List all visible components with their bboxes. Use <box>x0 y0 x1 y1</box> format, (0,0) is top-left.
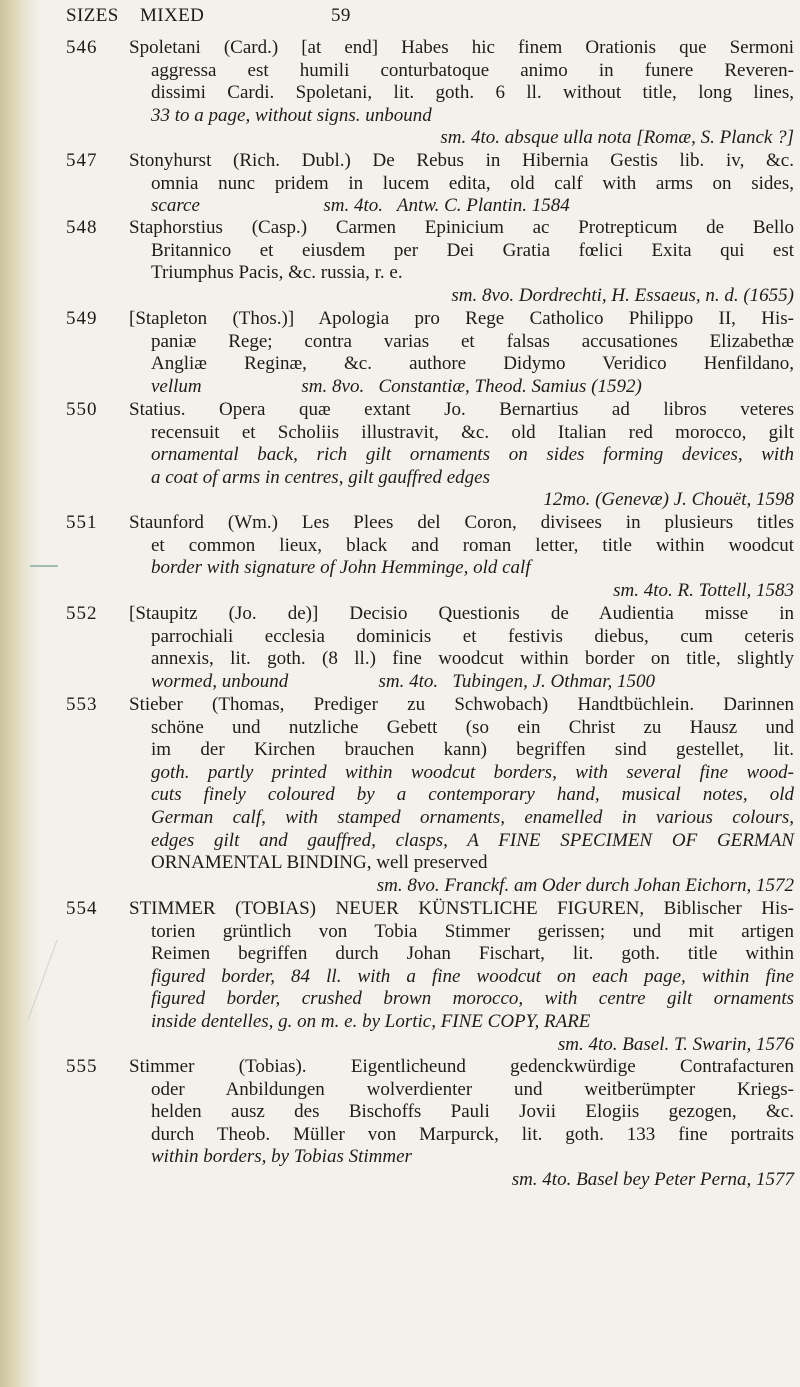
entry-text <box>129 217 794 307</box>
entry-line: recensuit et Scholiis illustravit, &c. old Italian red morocco, gilt <box>151 421 794 443</box>
entry-line: Spoletani (Card.) [at end] Habes hic finem Orationis que Sermoni <box>129 37 794 58</box>
entry-line: durch Theob. Müller von Marpurck, lit. goth. 133 fine portraits <box>151 1123 794 1145</box>
entry-line: cuts finely coloured by a contemporary hand, musical notes, old <box>151 784 794 806</box>
entry-text <box>129 150 794 218</box>
entry-line: Stimmer (Tobias). Eigentlicheund gedenckwürdige Contrafacturen <box>129 1056 794 1077</box>
entry-line: Stieber (Thomas, Prediger zu Schwobach) Handtbüchlein. Darinnen <box>129 694 794 715</box>
running-header <box>66 5 786 31</box>
entry-imprint: 12mo. (Genevæ) J. Chouët, 1598 <box>543 489 794 511</box>
entry-imprint: sm. 8vo. Dordrechti, H. Essaeus, n. d. (1655) <box>451 284 794 306</box>
entry-imprint: sm. 4to. absque ulla nota [Romæ, S. Planck ?] <box>440 127 794 149</box>
lot-number: 550 <box>66 399 98 420</box>
entry-line: annexis, lit. goth. (8 ll.) fine woodcut within border on title, slightly <box>151 648 794 670</box>
entry-line: Staphorstius (Casp.) Carmen Epinicium ac Protrepticum de Bello <box>129 217 794 238</box>
entry-line: ORNAMENTAL BINDING, well preserved <box>151 852 488 874</box>
entry-imprint: sm. 8vo. Franckf. am Oder durch Johan Eichorn, 1572 <box>376 874 794 896</box>
entry-imprint: sm. 4to. R. Tottell, 1583 <box>613 579 794 601</box>
entry-imprint: wormed, unbound sm. 4to. Tubingen, J. Othmar, 1500 <box>151 670 656 692</box>
entry-text <box>129 694 794 897</box>
entry-line: et common lieux, black and roman letter, title within woodcut <box>151 534 794 556</box>
entry-imprint: sm. 4to. Basel bey Peter Perna, 1577 <box>511 1168 794 1190</box>
entry-line: figured border, 84 ll. with a fine woodcut on each page, within fine <box>151 965 794 987</box>
entry-text <box>129 37 794 150</box>
page-number: 59 <box>331 5 351 26</box>
entry-line: edges gilt and gauffred, clasps, A FINE SPECIMEN OF GERMAN <box>151 829 794 851</box>
entry-line: oder Anbildungen wolverdienter und weitberümpter Kriegs- <box>151 1078 794 1100</box>
lot-number: 552 <box>66 603 98 624</box>
lot-number: 547 <box>66 150 98 171</box>
entry-line: ornamental back, rich gilt ornaments on sides forming devices, with <box>151 444 794 466</box>
entry-line: Staunford (Wm.) Les Plees del Coron, divisees in plusieurs titles <box>129 512 794 533</box>
entry-line: Triumphus Pacis, &c. russia, r. e. <box>151 262 403 284</box>
entry-line: [Stapleton (Thos.)] Apologia pro Rege Catholico Philippo II, His- <box>129 308 794 329</box>
entry-line: schöne und nutzliche Gebett (so ein Christ zu Hausz und <box>151 716 794 738</box>
entry-line: 33 to a page, without signs. unbound <box>151 104 432 126</box>
entry-line: figured border, crushed brown morocco, with centre gilt ornaments <box>151 988 794 1010</box>
lot-number: 551 <box>66 512 98 533</box>
entry-line: [Staupitz (Jo. de)] Decisio Questionis de Audientia misse in <box>129 603 794 624</box>
entry-line: German calf, with stamped ornaments, enamelled in various colours, <box>151 806 794 828</box>
lot-number: 549 <box>66 308 98 329</box>
entry-text <box>129 308 794 398</box>
entry-line: torien grüntlich von Tobia Stimmer gerissen; und mit artigen <box>151 920 794 942</box>
entry-line: STIMMER (TOBIAS) NEUER KÜNSTLICHE FIGUREN, Biblischer His- <box>129 898 794 919</box>
edge-mark <box>30 565 58 567</box>
entry-line: goth. partly printed within woodcut borders, with several fine wood- <box>151 761 794 783</box>
entry-line: Angliæ Reginæ, &c. authore Didymo Veridico Henfildano, <box>151 353 794 375</box>
entry-text <box>129 399 794 512</box>
entry-line: Reimen begriffen durch Johan Fischart, lit. goth. title within <box>151 943 794 965</box>
lot-number: 554 <box>66 898 98 919</box>
entry-text <box>129 898 794 1056</box>
lot-number: 553 <box>66 694 98 715</box>
entry-text <box>129 603 794 693</box>
entry-line: a coat of arms in centres, gilt gauffred edges <box>151 466 490 488</box>
entry-line: helden ausz des Bischoffs Pauli Jovii Elogiis gezogen, &c. <box>151 1101 794 1123</box>
header-subsection: MIXED <box>140 5 205 26</box>
entry-line: im der Kirchen brauchen kann) begriffen sind gestellet, lit. <box>151 739 794 761</box>
entry-imprint: vellum sm. 8vo. Constantiæ, Theod. Samius (1592) <box>151 375 642 397</box>
entry-text <box>129 1056 794 1192</box>
entry-line: inside dentelles, g. on m. e. by Lortic, FINE COPY, RARE <box>151 1010 591 1032</box>
entry-line: Statius. Opera quæ extant Jo. Bernartius ad libros veteres <box>129 399 794 420</box>
entry-line: parrochiali ecclesia dominicis et festivis diebus, cum ceteris <box>151 625 794 647</box>
page-edge-shadow <box>0 0 40 1387</box>
entry-line: paniæ Rege; contra varias et falsas accusationes Elizabethæ <box>151 330 794 352</box>
lot-number: 555 <box>66 1056 98 1077</box>
lot-number: 546 <box>66 37 98 58</box>
entry-imprint: sm. 4to. Basel. T. Swarin, 1576 <box>557 1033 794 1055</box>
entry-line: Stonyhurst (Rich. Dubl.) De Rebus in Hibernia Gestis lib. iv, &c. <box>129 150 794 171</box>
entry-text <box>129 512 794 602</box>
header-section: SIZES <box>66 5 119 26</box>
entry-line: Britannico et eiusdem per Dei Gratia fœlici Exita qui est <box>151 239 794 261</box>
entry-line: border with signature of John Hemminge, old calf <box>151 557 531 579</box>
entry-line: aggressa est humili conturbatoque animo in funere Reveren- <box>151 59 794 81</box>
lot-number: 548 <box>66 217 98 238</box>
entry-line: within borders, by Tobias Stimmer <box>151 1146 412 1168</box>
entry-line: dissimi Cardi. Spoletani, lit. goth. 6 ll. without title, long lines, <box>151 82 794 104</box>
entry-line: omnia nunc pridem in lucem edita, old calf with arms on sides, <box>151 172 794 194</box>
entry-imprint: scarce sm. 4to. Antw. C. Plantin. 1584 <box>151 195 570 217</box>
